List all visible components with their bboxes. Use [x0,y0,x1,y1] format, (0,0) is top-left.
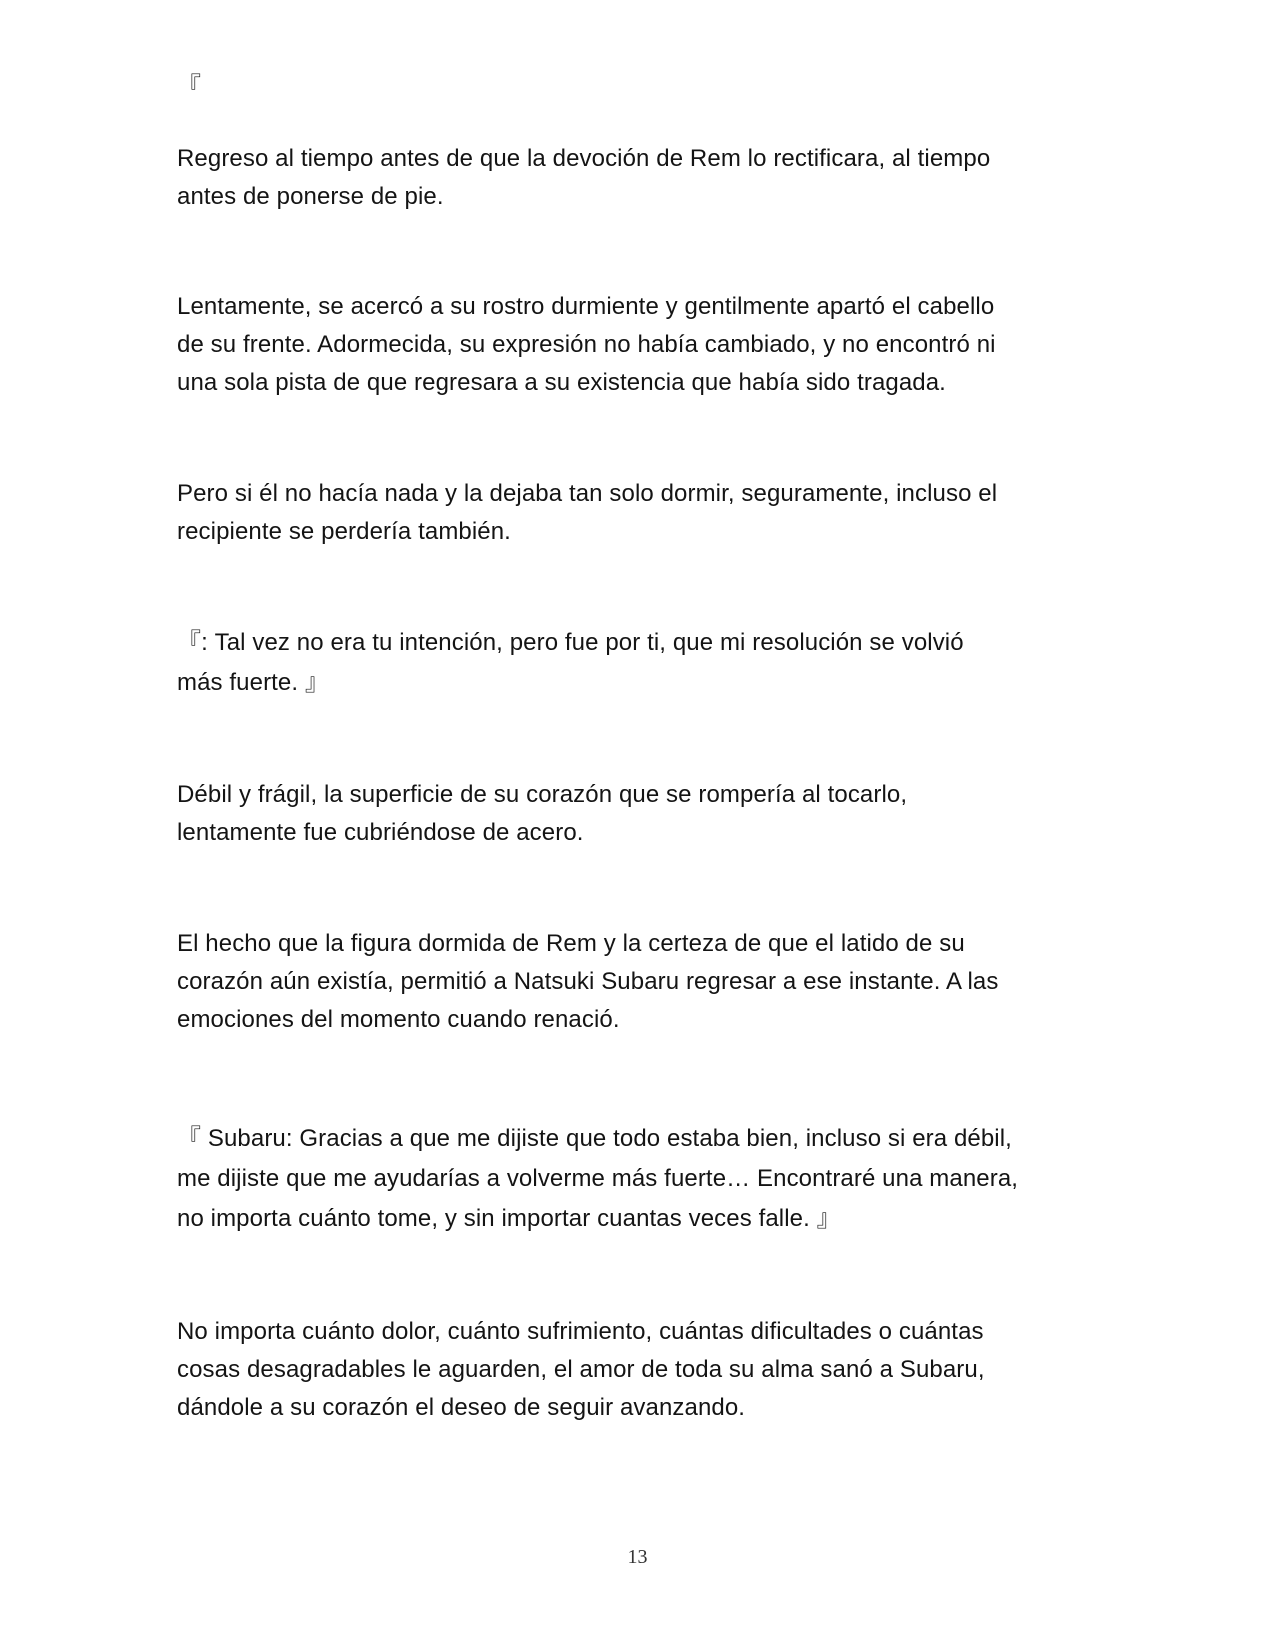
text-line: 『 [177,73,202,100]
text-line: 『 Subaru: Gracias a que me dijiste que todo estaba bien, incluso si era débil, [177,1125,1012,1152]
text-line: No importa cuánto dolor, cuánto sufrimiento, cuántas dificultades o cuántas [177,1318,984,1345]
text-line: antes de ponerse de pie. [177,183,444,210]
text-line: no importa cuánto tome, y sin importar cuantas veces falle. 』 [177,1205,841,1232]
text-line: Regreso al tiempo antes de que la devoción de Rem lo rectificara, al tiempo [177,145,991,172]
text-line: dándole a su corazón el deseo de seguir avanzando. [177,1394,746,1421]
text-line: recipiente se perdería también. [177,518,511,545]
text-line: más fuerte. 』 [177,669,330,696]
text-line: Débil y frágil, la superficie de su corazón que se rompería al tocarlo, [177,781,908,808]
page-number: 13 [627,1546,648,1568]
text-line: lentamente fue cubriéndose de acero. [177,819,584,846]
text-line: cosas desagradables le aguarden, el amor de toda su alma sanó a Subaru, [177,1356,985,1383]
text-line: emociones del momento cuando renació. [177,1006,620,1033]
text-line: El hecho que la figura dormida de Rem y la certeza de que el latido de su [177,930,965,957]
text-line: de su frente. Adormecida, su expresión no había cambiado, y no encontró ni [177,331,996,358]
text-line: 『: Tal vez no era tu intención, pero fue por ti, que mi resolución se volvió [177,629,964,656]
text-line: Lentamente, se acercó a su rostro durmiente y gentilmente apartó el cabello [177,293,995,320]
text-line: me dijiste que me ayudarías a volverme más fuerte… Encontraré una manera, [177,1165,1019,1192]
text-line: Pero si él no hacía nada y la dejaba tan solo dormir, seguramente, incluso el [177,480,998,507]
text-line: corazón aún existía, permitió a Natsuki Subaru regresar a ese instante. A las [177,968,999,995]
text-line: una sola pista de que regresara a su existencia que había sido tragada. [177,369,946,396]
